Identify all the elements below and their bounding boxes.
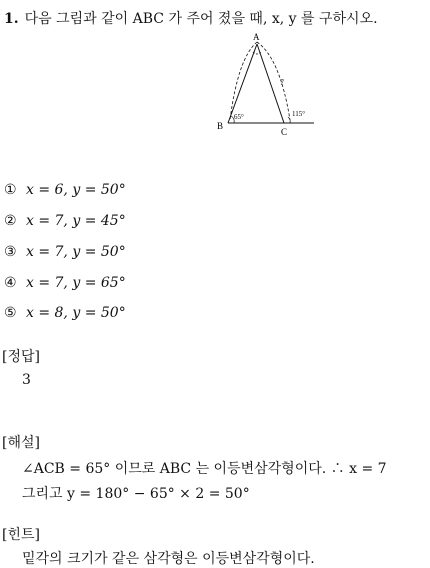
explanation-title: [해설]	[2, 435, 40, 451]
dashed-arc-right	[257, 42, 290, 120]
choice-3-mark: ③	[4, 244, 17, 260]
choice-2-text: x = 7, y = 45°	[26, 213, 126, 229]
choice-2-mark: ②	[4, 213, 17, 229]
angle-c-arc	[288, 117, 290, 123]
question-body: 다음 그림과 같이 ABC 가 주어 졌을 때, x, y 를 구하시오.	[24, 11, 378, 27]
answer-title: [정답]	[2, 349, 40, 365]
label-angle-b: 65°	[234, 113, 244, 121]
label-angle-c: 115°	[292, 110, 306, 118]
choice-3[interactable]	[4, 244, 126, 260]
choice-4-mark: ④	[4, 275, 17, 291]
question-number: 1.	[4, 11, 19, 27]
question-text	[4, 8, 378, 28]
choice-5-mark: ⑤	[4, 305, 17, 321]
choice-1-text: x = 6, y = 50°	[26, 182, 126, 198]
hint-text: 밑각의 크기가 같은 삼각형은 이등변삼각형이다.	[22, 551, 315, 567]
triangle-diagram	[210, 28, 328, 144]
label-b: B	[217, 121, 224, 131]
choice-4[interactable]	[4, 275, 126, 291]
explanation-line-1: ∠ACB = 65° 이므로 ABC 는 이등변삼각형이다. ∴ x = 7	[22, 461, 387, 477]
choice-1[interactable]	[4, 182, 126, 198]
choice-2[interactable]	[4, 213, 126, 229]
choice-5[interactable]	[4, 305, 126, 321]
side-ab	[228, 44, 257, 123]
label-side-length: 7	[280, 78, 284, 87]
answer-value: 3	[22, 372, 31, 388]
label-c: C	[281, 127, 288, 137]
choice-5-text: x = 8, y = 50°	[26, 305, 126, 321]
triangle-figure	[210, 28, 328, 144]
hint-title: [힌트]	[2, 527, 40, 543]
choice-3-text: x = 7, y = 50°	[26, 244, 126, 260]
choice-1-mark: ①	[4, 182, 17, 198]
label-a: A	[253, 32, 260, 42]
explanation-line-2: 그리고 y = 180° − 65° × 2 = 50°	[22, 486, 250, 502]
choice-4-text: x = 7, y = 65°	[26, 275, 126, 291]
